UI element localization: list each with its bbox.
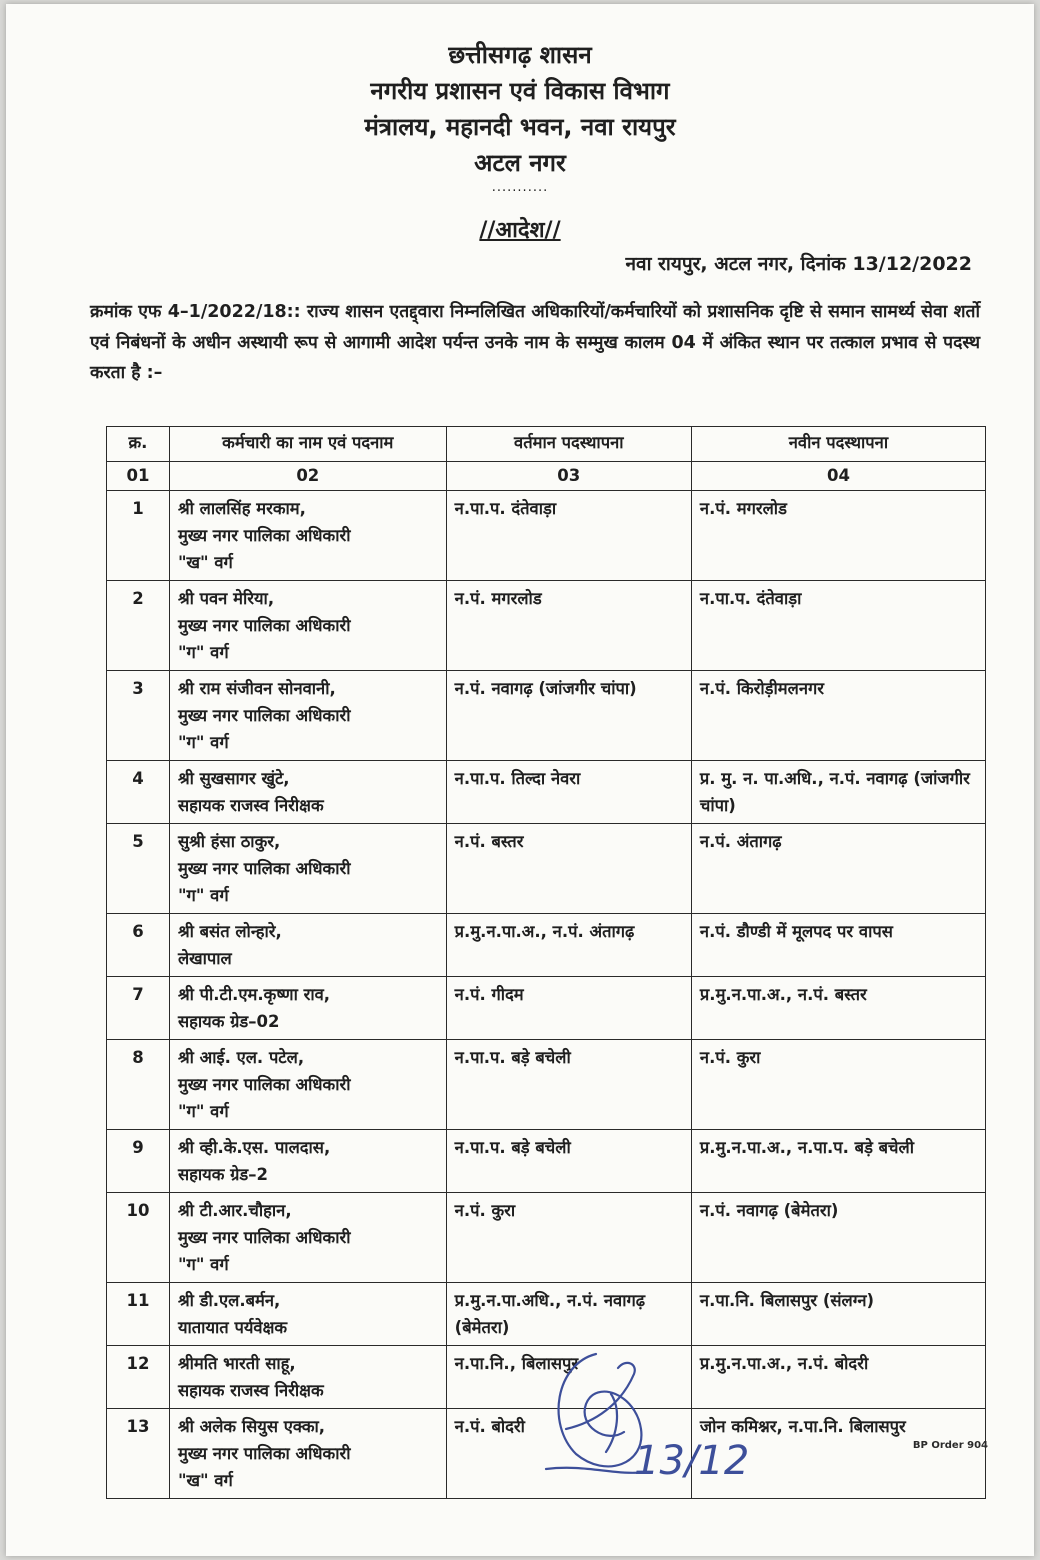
employee-designation: यातायात पर्यवेक्षक (177, 1318, 288, 1337)
employee-designation: सहायक ग्रेड–2 (177, 1165, 268, 1184)
row-serial-number: 8 (107, 1040, 170, 1130)
employee-grade: "ख" वर्ग (177, 1471, 233, 1490)
row-serial-number: 11 (107, 1283, 170, 1346)
row-current-posting: न.पा.प. तिल्दा नेवरा (446, 761, 691, 824)
header-line-4: अटल नगर (474, 149, 566, 177)
row-serial-number: 2 (107, 581, 170, 671)
employee-designation: सहायक राजस्व निरीक्षक (177, 1381, 324, 1400)
row-serial-number: 6 (107, 914, 170, 977)
header-line-1: छत्तीसगढ़ शासन (448, 41, 592, 69)
employee-grade: "ग" वर्ग (177, 1255, 229, 1274)
col-header-new: नवीन पदस्थापना (691, 427, 985, 462)
row-employee-cell (169, 1346, 446, 1409)
employee-name: श्रीमति भारती साहू, (177, 1354, 296, 1373)
employee-designation: लेखापाल (177, 949, 232, 968)
row-employee-cell (169, 581, 446, 671)
employee-grade: "ग" वर्ग (177, 643, 229, 662)
row-new-posting: न.पा.प. दंतेवाड़ा (691, 581, 985, 671)
row-new-posting: न.पा.नि. बिलासपुर (संलग्न) (691, 1283, 985, 1346)
order-date: नवा रायपुर, अटल नगर, दिनांक 13/12/2022 (625, 253, 972, 275)
row-current-posting: न.पं. गीदम (446, 977, 691, 1040)
row-serial-number: 9 (107, 1130, 170, 1193)
employee-grade: "ग" वर्ग (177, 1102, 229, 1121)
employee-designation: मुख्य नगर पालिका अधिकारी (177, 1444, 351, 1463)
row-current-posting: प्र.मु.न.पा.अ., न.पं. अंतागढ़ (446, 914, 691, 977)
table-column-number-row (107, 462, 986, 491)
col-number: 03 (446, 462, 691, 491)
row-current-posting: न.पं. बस्तर (446, 824, 691, 914)
row-serial-number: 7 (107, 977, 170, 1040)
row-new-posting: न.पं. डौण्डी में मूलपद पर वापस (691, 914, 985, 977)
row-new-posting: न.पं. मगरलोड (691, 491, 985, 581)
row-serial-number: 12 (107, 1346, 170, 1409)
row-new-posting: न.पं. अंतागढ़ (691, 824, 985, 914)
order-title: //आदेश// (479, 218, 561, 243)
table-row (107, 761, 986, 824)
employee-grade: "ग" वर्ग (177, 886, 229, 905)
header-line-3: मंत्रालय, महानदी भवन, नवा रायपुर (364, 113, 676, 141)
row-current-posting: न.पं. कुरा (446, 1193, 691, 1283)
employee-designation: मुख्य नगर पालिका अधिकारी (177, 859, 351, 878)
col-header-name: कर्मचारी का नाम एवं पदनाम (169, 427, 446, 462)
row-current-posting: न.पा.नि., बिलासपुर (446, 1346, 691, 1409)
table-row (107, 914, 986, 977)
row-new-posting: न.पं. नवागढ़ (बेमेतरा) (691, 1193, 985, 1283)
col-header-sno: क्र. (107, 427, 170, 462)
table-row (107, 491, 986, 581)
employee-name: श्री टी.आर.चौहान, (177, 1201, 292, 1220)
table-header-row (107, 427, 986, 462)
document-page (6, 4, 1034, 1556)
employee-name: श्री पी.टी.एम.कृष्णा राव, (177, 985, 331, 1004)
row-serial-number: 1 (107, 491, 170, 581)
employee-name: श्री डी.एल.बर्मन, (177, 1291, 281, 1310)
employee-grade: "ग" वर्ग (177, 733, 229, 752)
row-employee-cell (169, 1283, 446, 1346)
row-serial-number: 13 (107, 1409, 170, 1499)
row-employee-cell (169, 671, 446, 761)
row-employee-cell (169, 1193, 446, 1283)
employee-name: श्री अलेक सियुस एक्का, (177, 1417, 326, 1436)
row-employee-cell (169, 1409, 446, 1499)
employee-grade: "ख" वर्ग (177, 553, 233, 572)
header-line-2: नगरीय प्रशासन एवं विकास विभाग (370, 77, 670, 105)
row-new-posting: न.पं. कुरा (691, 1040, 985, 1130)
employee-name: श्री लालसिंह मरकाम, (177, 499, 306, 518)
row-employee-cell (169, 1130, 446, 1193)
employee-name: श्री पवन मेरिया, (177, 589, 275, 608)
row-current-posting: न.पं. बोदरी (446, 1409, 691, 1499)
row-employee-cell (169, 1040, 446, 1130)
col-number: 01 (107, 462, 170, 491)
header-separator: ........... (491, 180, 549, 195)
signature-date: 13/12 (634, 1438, 750, 1484)
footer-reference: BP Order 904 (912, 1440, 988, 1451)
employee-designation: सहायक राजस्व निरीक्षक (177, 796, 324, 815)
employee-name: श्री सुखसागर खुंटे, (177, 769, 290, 788)
row-current-posting: न.पा.प. दंतेवाड़ा (446, 491, 691, 581)
row-current-posting: न.पा.प. बड़े बचेली (446, 1040, 691, 1130)
table-row (107, 1130, 986, 1193)
table-row (107, 1193, 986, 1283)
row-new-posting: प्र.मु.न.पा.अ., न.पा.प. बड़े बचेली (691, 1130, 985, 1193)
row-new-posting: जोन कमिश्नर, न.पा.नि. बिलासपुर (691, 1409, 985, 1499)
table-row (107, 1040, 986, 1130)
row-serial-number: 5 (107, 824, 170, 914)
row-serial-number: 3 (107, 671, 170, 761)
row-employee-cell (169, 761, 446, 824)
table-row (107, 977, 986, 1040)
col-header-current: वर्तमान पदस्थापना (446, 427, 691, 462)
employee-name: श्री बसंत लोन्हारे, (177, 922, 282, 941)
row-current-posting: न.पा.प. बड़े बचेली (446, 1130, 691, 1193)
table-row (107, 824, 986, 914)
row-employee-cell (169, 824, 446, 914)
row-employee-cell (169, 491, 446, 581)
employee-name: श्री आई. एल. पटेल, (177, 1048, 305, 1067)
employee-designation: मुख्य नगर पालिका अधिकारी (177, 1075, 351, 1094)
row-current-posting: न.पं. मगरलोड (446, 581, 691, 671)
row-new-posting: प्र. मु. न. पा.अधि., न.पं. नवागढ़ (जांजगीर चांपा) (691, 761, 985, 824)
employee-designation: मुख्य नगर पालिका अधिकारी (177, 1228, 351, 1247)
employee-designation: मुख्य नगर पालिका अधिकारी (177, 616, 351, 635)
intro-paragraph: क्रमांक एफ 4–1/2022/18:: राज्य शासन एतद्द्वारा निम्नलिखित अधिकारियों/कर्मचारियों को प्रशासनिक दृष्टि से समान सामर्थ्य सेवा शर्तो एवं निबंधनों के अधीन अस्थायी रूप से आगामी आदेश पर्यन्त उनके नाम के सम्मुख कालम 04 में अंकित स्थान पर तत्काल प्रभाव से पदस्थ करता है :– (90, 302, 980, 383)
row-serial-number: 10 (107, 1193, 170, 1283)
col-number: 02 (169, 462, 446, 491)
employee-designation: मुख्य नगर पालिका अधिकारी (177, 706, 351, 725)
row-new-posting: न.पं. किरोड़ीमलनगर (691, 671, 985, 761)
table-row (107, 581, 986, 671)
row-employee-cell (169, 977, 446, 1040)
row-serial-number: 4 (107, 761, 170, 824)
employee-designation: सहायक ग्रेड–02 (177, 1012, 280, 1031)
row-current-posting: प्र.मु.न.पा.अधि., न.पं. नवागढ़ (बेमेतरा) (446, 1283, 691, 1346)
table-row (107, 671, 986, 761)
row-employee-cell (169, 914, 446, 977)
employee-name: सुश्री हंसा ठाकुर, (177, 832, 281, 851)
row-new-posting: प्र.मु.न.पा.अ., न.पं. बोदरी (691, 1346, 985, 1409)
signature-scribble (526, 1334, 766, 1494)
row-new-posting: प्र.मु.न.पा.अ., न.पं. बस्तर (691, 977, 985, 1040)
employee-designation: मुख्य नगर पालिका अधिकारी (177, 526, 351, 545)
row-current-posting: न.पं. नवागढ़ (जांजगीर चांपा) (446, 671, 691, 761)
employee-name: श्री व्ही.के.एस. पालदास, (177, 1138, 331, 1157)
employee-name: श्री राम संजीवन सोनवानी, (177, 679, 336, 698)
col-number: 04 (691, 462, 985, 491)
